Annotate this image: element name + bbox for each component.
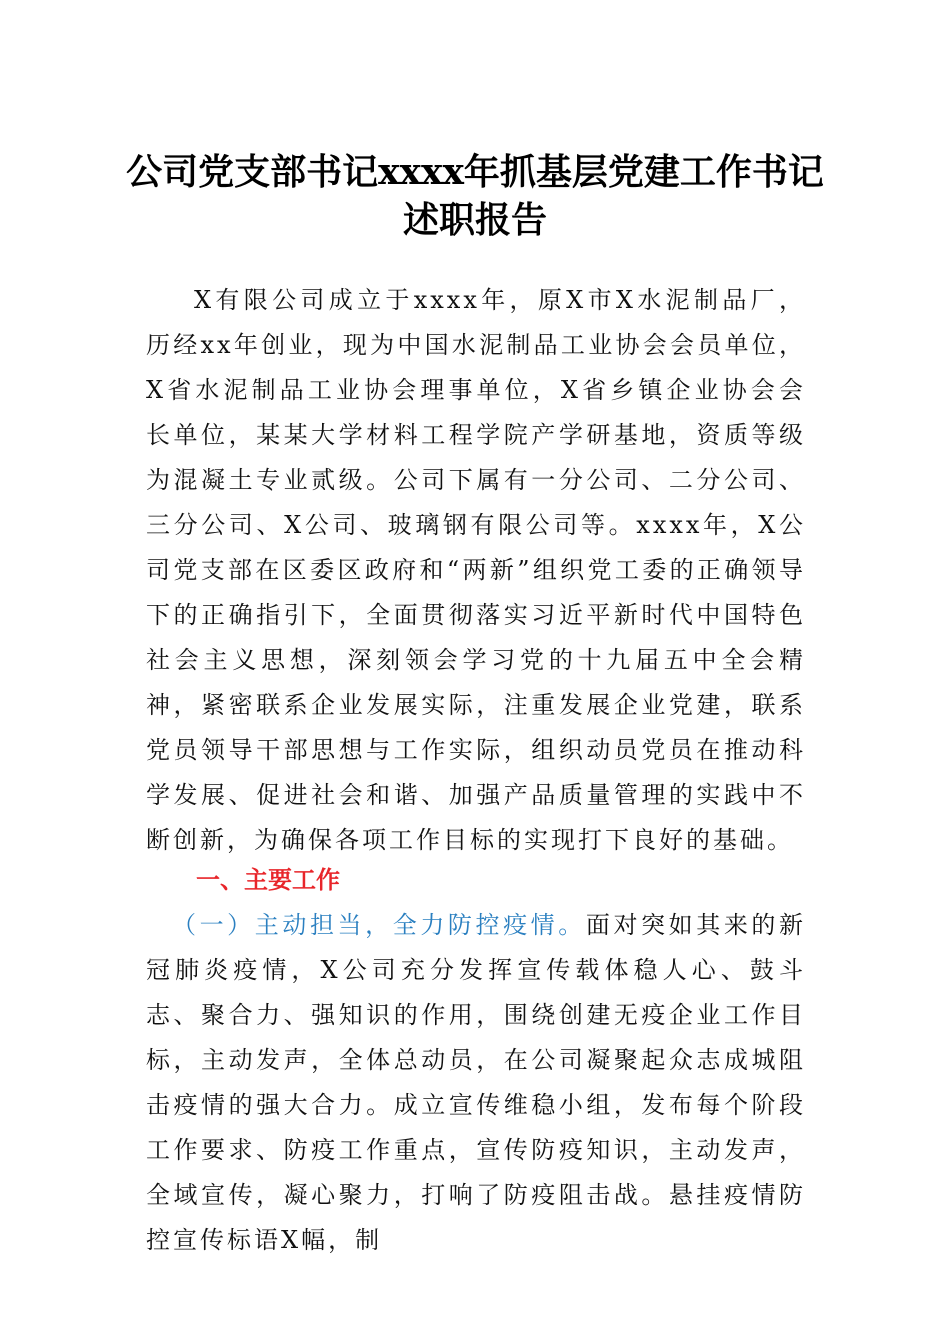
subsection-paragraph (146, 903, 806, 1263)
section-heading: 一、主要工作 (196, 866, 340, 894)
document-title: 公司党支部书记xxxx年抓基层党建工作书记述职报告 (126, 151, 824, 241)
intro-paragraph: X有限公司成立于xxxx年，原X市X水泥制品厂，历经xx年创业，现为中国水泥制品工业协会会员单位，X省水泥制品工业协会理事单位，X省乡镇企业协会会长单位，某某大学材料工程学院产学研基地，资质等级为混凝土专业贰级。公司下属有一分公司、二分公司、三分公司、X公司、玻璃钢有限公司等。xxxx年，X公司党支部在区委区政府和“两新”组织党工委的正确领导下的正确指引下，全面贯彻落实习近平新时代中国特色社会主义思想，深刻领会学习党的十九届五中全会精神，紧密联系企业发展实际，注重发展企业党建，联系党员领导干部思想与工作实际，组织动员党员在推动科学发展、促进社会和谐、加强产品质量管理的实践中不断创新，为确保各项工作目标的实现打下良好的基础。 (146, 286, 806, 854)
subsection-heading: （一）主动担当，全力防控疫情。 (172, 911, 586, 939)
subsection-text: 面对突如其来的新冠肺炎疫情，X公司充分发挥宣传载体稳人心、鼓斗志、聚合力、强知识的作用，围绕创建无疫企业工作目标，主动发声，全体总动员，在公司凝聚起众志成城阻击疫情的强大合力。成立宣传维稳小组，发布每个阶段工作要求、防疫工作重点，宣传防疫知识，主动发声，全域宣传，凝心聚力，打响了防疫阻击战。悬挂疫情防控宣传标语X幅，制 (146, 911, 807, 1254)
